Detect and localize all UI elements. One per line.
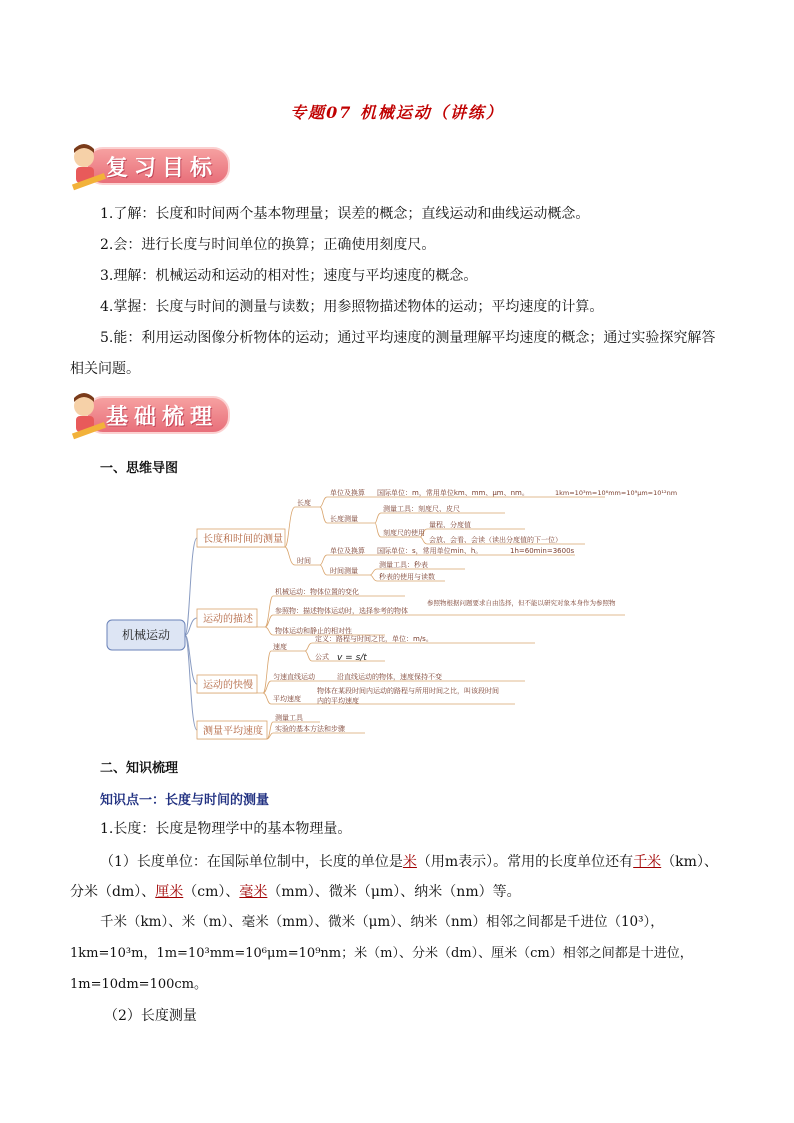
mm-len-tools: 测量工具：刻度尺、皮尺 — [383, 505, 460, 513]
mindmap-branch-3: 运动的快慢 — [203, 680, 253, 691]
para-unit-line2: 分米（dm）、厘米（cm）、毫米（mm）、微米（μm）、纳米（nm）等。 — [70, 884, 521, 900]
mm-length-measure: 长度测量 — [330, 515, 358, 523]
mm-len-formula: 1km=10³m=10⁶mm=10⁹μm=10¹²nm — [555, 489, 678, 497]
section-knowledge-heading: 二、知识梳理 — [100, 761, 179, 776]
para-relation-1: 千米（km）、米（m）、毫米（mm）、微米（μm）、纳米（nm）相邻之间都是千进位（10³）， — [100, 914, 664, 930]
mm-reference: 参照物：描述物体运动时，选择参考的物体 — [275, 607, 408, 615]
mindmap-branch-4: 测量平均速度 — [203, 726, 263, 737]
mm-time-measure: 时间测量 — [330, 567, 358, 575]
mindmap-root: 机械运动 — [121, 628, 171, 642]
mm-unit-conv-2: 单位及换算 — [330, 547, 365, 555]
basics-label: 基础梳理 — [106, 405, 219, 430]
underline-meter: 米 — [402, 854, 417, 870]
mm-ruler-a: 量程、分度值 — [429, 521, 471, 529]
mm-motion-def: 机械运动：物体位置的变化 — [275, 588, 359, 596]
mindmap-branch-2: 运动的描述 — [203, 614, 253, 625]
mm-uniform-def: 沿直线运动的物体，速度保持不变 — [337, 673, 442, 681]
mm-uniform: 匀速直线运动 — [273, 673, 315, 681]
mm-time: 时间 — [297, 557, 311, 565]
underline-km: 千米 — [633, 854, 662, 870]
mm-time-units: 国际单位：s，常用单位min、h。 — [377, 547, 483, 555]
para-unit-line1: （1）长度单位：在国际单位制中，长度的单位是米（用m表示）。常用的长度单位还有千米（km）、 — [100, 854, 718, 870]
para-relation-2: 1km=10³m，1m=10³mm=10⁶μm=10⁹nm；米（m）、分米（dm）、厘米（cm）相邻之间都是十进位， — [70, 946, 693, 961]
section-mindmap-heading: 一、思维导图 — [100, 461, 179, 476]
objective-5-cont: 相关问题。 — [70, 361, 140, 377]
mm-speed: 速度 — [273, 643, 287, 651]
mm-speed-def: 定义：路程与时间之比，单位：m/s。 — [315, 635, 433, 643]
underline-cm: 厘米 — [155, 884, 184, 900]
girl-with-pencil-icon — [70, 143, 110, 197]
mm-avg-def1: 物体在某段时间内运动的路程与所用时间之比，叫该段时间 — [317, 687, 499, 695]
basics-banner — [70, 392, 240, 436]
para-relation-3: 1m=10dm=100cm。 — [70, 977, 207, 992]
knowledge-point-1: 知识点一：长度与时间的测量 — [100, 793, 270, 808]
objective-3: 3.理解：机械运动和运动的相对性；速度与平均速度的概念。 — [100, 268, 478, 284]
mm-tools: 测量工具 — [275, 714, 303, 722]
mm-ruler-use: 刻度尺的使用 — [383, 529, 425, 537]
review-goals-banner — [70, 143, 240, 187]
mind-map — [105, 485, 715, 745]
objective-5: 5.能：利用运动图像分析物体的运动；通过平均速度的测量理解平均速度的概念；通过实验探究解答 — [100, 330, 716, 346]
mm-time-formula: 1h=60min=3600s — [510, 547, 575, 555]
para-length: 1.长度：长度是物理学中的基本物理量。 — [100, 821, 352, 837]
mm-method: 实验的基本方法和步骤 — [275, 725, 345, 733]
objective-1: 1.了解：长度和时间两个基本物理量；误差的概念；直线运动和曲线运动概念。 — [100, 206, 590, 222]
mm-reference-note: 参照物根据问题要求自由选择，但不能以研究对象本身作为参照物 — [427, 599, 616, 607]
mm-len-units: 国际单位：m，常用单位km、mm、μm、nm。 — [377, 489, 529, 497]
mindmap-branch-1: 长度和时间的测量 — [203, 534, 283, 545]
mm-stopwatch: 秒表的使用与读数 — [379, 573, 435, 581]
mm-length: 长度 — [297, 499, 311, 507]
objective-4: 4.掌握：长度与时间的测量与读数；用参照物描述物体的运动；平均速度的计算。 — [100, 299, 604, 315]
page-title: 专题07 机械运动（讲练） — [290, 103, 504, 122]
objective-2: 2.会：进行长度与时间单位的换算；正确使用刻度尺。 — [100, 237, 436, 253]
underline-mm: 毫米 — [239, 884, 268, 900]
mm-avg-speed: 平均速度 — [273, 695, 301, 703]
mm-ruler-b: 会放、会看、会读（读出分度值的下一位） — [429, 536, 562, 544]
para-length-measure: （2）长度测量 — [104, 1008, 197, 1024]
review-goals-label: 复习目标 — [106, 156, 219, 181]
girl-with-pencil-icon — [70, 392, 110, 446]
mm-time-tools: 测量工具：秒表 — [379, 561, 428, 569]
mm-unit-conv-1: 单位及换算 — [330, 489, 365, 497]
mm-avg-def2: 内的平均速度 — [317, 697, 359, 705]
mm-formula-label: 公式 — [315, 653, 329, 661]
mm-formula: v = s/t — [337, 653, 367, 663]
mm-relative: 物体运动和静止的相对性 — [275, 627, 352, 635]
